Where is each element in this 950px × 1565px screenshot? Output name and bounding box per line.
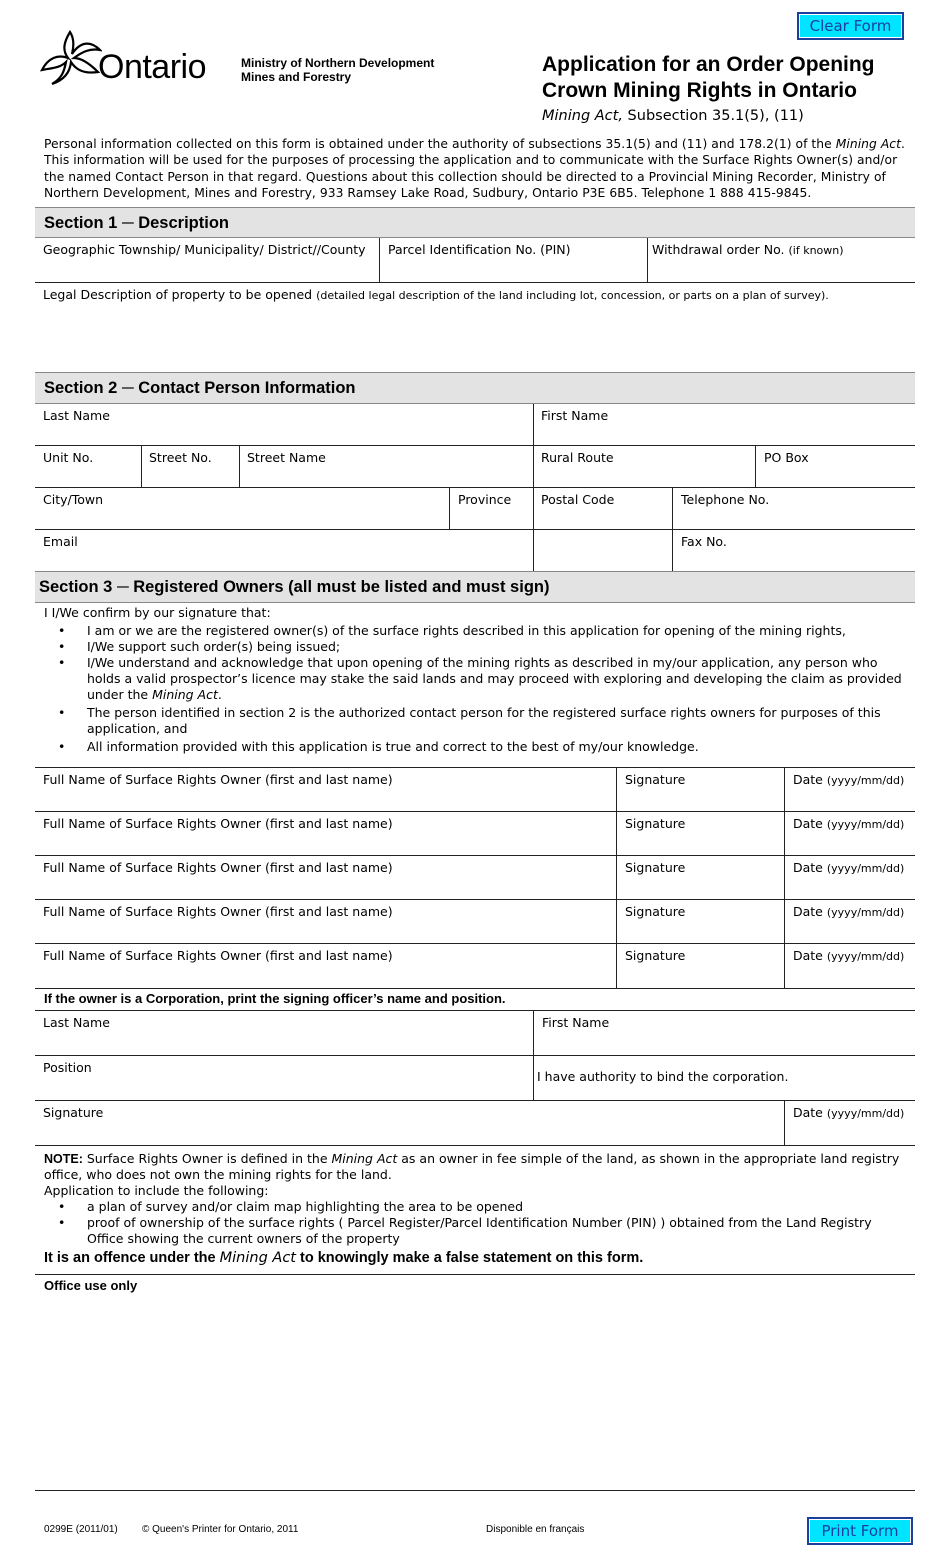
owner-name-label: Full Name of Surface Rights Owner (first and last name) bbox=[43, 860, 393, 875]
owner-name-field-4[interactable] bbox=[35, 900, 616, 944]
corporation-heading: If the owner is a Corporation, print the signing officer’s name and position. bbox=[44, 991, 506, 1006]
po-box-field[interactable] bbox=[756, 446, 915, 488]
owner-name-field-2[interactable] bbox=[35, 812, 616, 856]
divider bbox=[35, 988, 915, 989]
province-field[interactable] bbox=[450, 488, 533, 530]
office-use-area bbox=[35, 1296, 915, 1489]
note-text: as an owner in fee simple of the land, as shown in the appropriate land registry office, who does not own the mining rights for the land. bbox=[44, 1151, 900, 1182]
rural-route-label: Rural Route bbox=[541, 450, 614, 465]
privacy-text-2: . This information will be used for the purposes of processing the application and to communicate with the Surface Rights Owner(s) and/or the named Contact Person in that regard. Questions about this collection should be directed to a Provincial Mining Recorder, Ministry of Northern Development, Mines and Forestry, 933 Ramsey Lake Road, Sudbury, Ontario P3E 6B5. Telephone 1 888 415-9845. bbox=[44, 137, 905, 200]
legal-description-field[interactable] bbox=[35, 283, 915, 373]
french-version-note: Disponible en français bbox=[486, 1524, 585, 1535]
pin-label: Parcel Identification No. (PIN) bbox=[388, 242, 571, 257]
note-label: NOTE: bbox=[44, 1152, 83, 1166]
section3-header: Section 3 ─ Registered Owners (all must be listed and must sign) bbox=[35, 571, 915, 603]
note-act: Mining Act bbox=[331, 1151, 398, 1166]
date-format: (yyyy/mm/dd) bbox=[826, 862, 905, 875]
signature-label: Signature bbox=[625, 860, 686, 875]
fax-field[interactable] bbox=[673, 530, 915, 572]
township-label: Geographic Township/ Municipality/ District//County bbox=[43, 242, 366, 257]
withdrawal-label: Withdrawal order No. bbox=[652, 242, 785, 257]
owner-date-field-4[interactable] bbox=[785, 900, 915, 944]
province-label: Province bbox=[458, 492, 512, 507]
owner-name-field-1[interactable] bbox=[35, 768, 616, 812]
position-label: Position bbox=[43, 1060, 92, 1075]
corp-first-name-label: First Name bbox=[542, 1015, 610, 1030]
confirm-statement: I I/We confirm by our signature that: bbox=[44, 605, 271, 620]
confirm-item: • I am or we are the registered owner(s) of the surface rights described in this application for opening of the mining rights, bbox=[0, 623, 910, 639]
city-label: City/Town bbox=[43, 492, 104, 507]
offence-warning bbox=[44, 1250, 643, 1266]
confirm-item: • The person identified in section 2 is the authorized contact person for the registered surface rights owners for purposes of this application, and bbox=[0, 703, 910, 737]
signature-label: Signature bbox=[625, 904, 686, 919]
signature-label: Signature bbox=[625, 772, 686, 787]
owner-date-field-3[interactable] bbox=[785, 856, 915, 900]
signature-label: Signature bbox=[625, 948, 686, 963]
date-label: Date bbox=[793, 860, 823, 875]
owner-signature-field-5[interactable] bbox=[617, 944, 784, 988]
form-title bbox=[542, 52, 875, 104]
privacy-act: Mining Act bbox=[835, 137, 901, 151]
contact-first-name-field[interactable] bbox=[533, 404, 915, 446]
rural-route-field[interactable] bbox=[533, 446, 755, 488]
date-format: (yyyy/mm/dd) bbox=[826, 818, 905, 831]
confirm-item-act: Mining Act bbox=[152, 687, 218, 702]
date-format: (yyyy/mm/dd) bbox=[826, 1107, 905, 1120]
section2-header: Section 2 ─ Contact Person Information bbox=[35, 372, 915, 404]
authority-statement bbox=[534, 1056, 915, 1100]
fax-label: Fax No. bbox=[681, 534, 727, 549]
owner-signature-field-2[interactable] bbox=[617, 812, 784, 856]
note-text: Surface Rights Owner is defined in the bbox=[82, 1151, 332, 1166]
subtitle-act: Mining Act, bbox=[542, 108, 623, 124]
note-include: Application to include the following: bbox=[44, 1183, 269, 1198]
owner-name-label: Full Name of Surface Rights Owner (first and last name) bbox=[43, 816, 393, 831]
city-field[interactable] bbox=[35, 488, 450, 530]
privacy-text-1: Personal information collected on this form is obtained under the authority of subsections 35.1(5) and (11) and 178.2(1) of the bbox=[44, 137, 836, 151]
withdrawal-field[interactable] bbox=[644, 238, 914, 282]
owner-signature-field-3[interactable] bbox=[617, 856, 784, 900]
confirm-item: • I/We support such order(s) being issued; bbox=[0, 639, 910, 655]
offence-act: Mining Act bbox=[219, 1250, 296, 1266]
confirm-item-text: I/We understand and acknowledge that upon opening of the mining rights as described in my/our application, any person who holds a valid prospector’s licence may stake the said lands and may proceed with exploring and developing the claim as provided under the bbox=[87, 655, 902, 702]
ontario-logo bbox=[40, 28, 220, 90]
legal-label: Legal Description of property to be opened bbox=[43, 287, 313, 302]
form-title-line2: Crown Mining Rights in Ontario bbox=[542, 79, 857, 102]
first-name-label: First Name bbox=[541, 408, 609, 423]
signature-label: Signature bbox=[625, 816, 686, 831]
corp-last-name-label: Last Name bbox=[43, 1015, 110, 1030]
unit-label: Unit No. bbox=[43, 450, 94, 465]
offence-text: It is an offence under the bbox=[44, 1250, 220, 1266]
position-field[interactable] bbox=[35, 1056, 533, 1100]
date-format: (yyyy/mm/dd) bbox=[826, 906, 905, 919]
offence-text: to knowingly make a false statement on this form. bbox=[295, 1250, 644, 1266]
pin-field[interactable] bbox=[380, 238, 648, 282]
section1-header: Section 1 ─ Description bbox=[35, 207, 915, 238]
trillium-icon bbox=[40, 28, 102, 88]
print-form-button[interactable]: Print Form bbox=[807, 1517, 913, 1545]
copyright: © Queen's Printer for Ontario, 2011 bbox=[142, 1524, 299, 1535]
postal-code-field[interactable] bbox=[533, 488, 672, 530]
clear-form-button[interactable]: Clear Form bbox=[797, 12, 904, 40]
date-format: (yyyy/mm/dd) bbox=[826, 774, 905, 787]
confirm-item bbox=[0, 655, 910, 703]
telephone-field[interactable] bbox=[673, 488, 915, 530]
ministry-line1: Ministry of Northern Development bbox=[241, 56, 435, 70]
email-field[interactable] bbox=[35, 530, 672, 572]
street-no-label: Street No. bbox=[149, 450, 212, 465]
ministry-line2: Mines and Forestry bbox=[241, 70, 352, 84]
divider bbox=[35, 1490, 915, 1491]
contact-last-name-field[interactable] bbox=[35, 404, 533, 446]
note-block bbox=[44, 1151, 910, 1247]
form-subtitle bbox=[542, 108, 804, 124]
owner-name-label: Full Name of Surface Rights Owner (first and last name) bbox=[43, 772, 393, 787]
postal-label: Postal Code bbox=[541, 492, 615, 507]
authority-text: I have authority to bind the corporation. bbox=[537, 1069, 789, 1084]
legal-note: (detailed legal description of the land including lot, concession, or parts on a plan of survey). bbox=[316, 289, 829, 302]
logo-wordmark: Ontario bbox=[98, 48, 206, 86]
corp-last-name-field[interactable] bbox=[35, 1011, 533, 1055]
owner-name-field-3[interactable] bbox=[35, 856, 616, 900]
confirm-item-end: . bbox=[217, 687, 222, 702]
owner-signature-field-4[interactable] bbox=[617, 900, 784, 944]
telephone-label: Telephone No. bbox=[681, 492, 770, 507]
last-name-label: Last Name bbox=[43, 408, 110, 423]
corp-signature-field[interactable] bbox=[35, 1101, 784, 1145]
street-no-field[interactable] bbox=[141, 446, 239, 488]
form-title-line1: Application for an Order Opening bbox=[542, 53, 875, 76]
include-item: • proof of ownership of the surface rights ( Parcel Register/Parcel Identification Number (PIN) ) obtained from the Land Registry Office showing the current owners of the property bbox=[0, 1215, 910, 1247]
date-label: Date bbox=[793, 1105, 823, 1120]
township-field[interactable] bbox=[35, 238, 380, 282]
owner-signature-field-1[interactable] bbox=[617, 768, 784, 812]
subtitle-section: Subsection 35.1(5), (11) bbox=[622, 108, 804, 124]
street-name-label: Street Name bbox=[247, 450, 326, 465]
email-label: Email bbox=[43, 534, 78, 549]
form-number: 0299E (2011/01) bbox=[44, 1524, 118, 1535]
date-label: Date bbox=[793, 948, 823, 963]
date-label: Date bbox=[793, 772, 823, 787]
confirm-item: • All information provided with this application is true and correct to the best of my/our knowledge. bbox=[0, 737, 910, 755]
corp-signature-label: Signature bbox=[43, 1105, 104, 1120]
owner-name-field-5[interactable] bbox=[35, 944, 616, 988]
divider bbox=[35, 1274, 915, 1275]
unit-no-field[interactable] bbox=[35, 446, 141, 488]
owner-name-label: Full Name of Surface Rights Owner (first and last name) bbox=[43, 948, 393, 963]
privacy-notice bbox=[44, 136, 909, 201]
withdrawal-note: (if known) bbox=[788, 244, 844, 257]
confirm-list bbox=[44, 623, 910, 755]
office-use-label: Office use only bbox=[44, 1278, 138, 1293]
owner-date-field-2[interactable] bbox=[785, 812, 915, 856]
date-label: Date bbox=[793, 816, 823, 831]
po-box-label: PO Box bbox=[764, 450, 809, 465]
divider bbox=[35, 1145, 915, 1146]
street-name-field[interactable] bbox=[239, 446, 533, 488]
date-format: (yyyy/mm/dd) bbox=[826, 950, 905, 963]
owner-date-field-5[interactable] bbox=[785, 944, 915, 988]
corp-date-field[interactable] bbox=[785, 1101, 915, 1145]
corp-first-name-field[interactable] bbox=[534, 1011, 915, 1055]
date-label: Date bbox=[793, 904, 823, 919]
owner-date-field-1[interactable] bbox=[785, 768, 915, 812]
owner-name-label: Full Name of Surface Rights Owner (first and last name) bbox=[43, 904, 393, 919]
include-item: • a plan of survey and/or claim map highlighting the area to be opened bbox=[0, 1199, 910, 1215]
ministry-name bbox=[241, 56, 434, 84]
